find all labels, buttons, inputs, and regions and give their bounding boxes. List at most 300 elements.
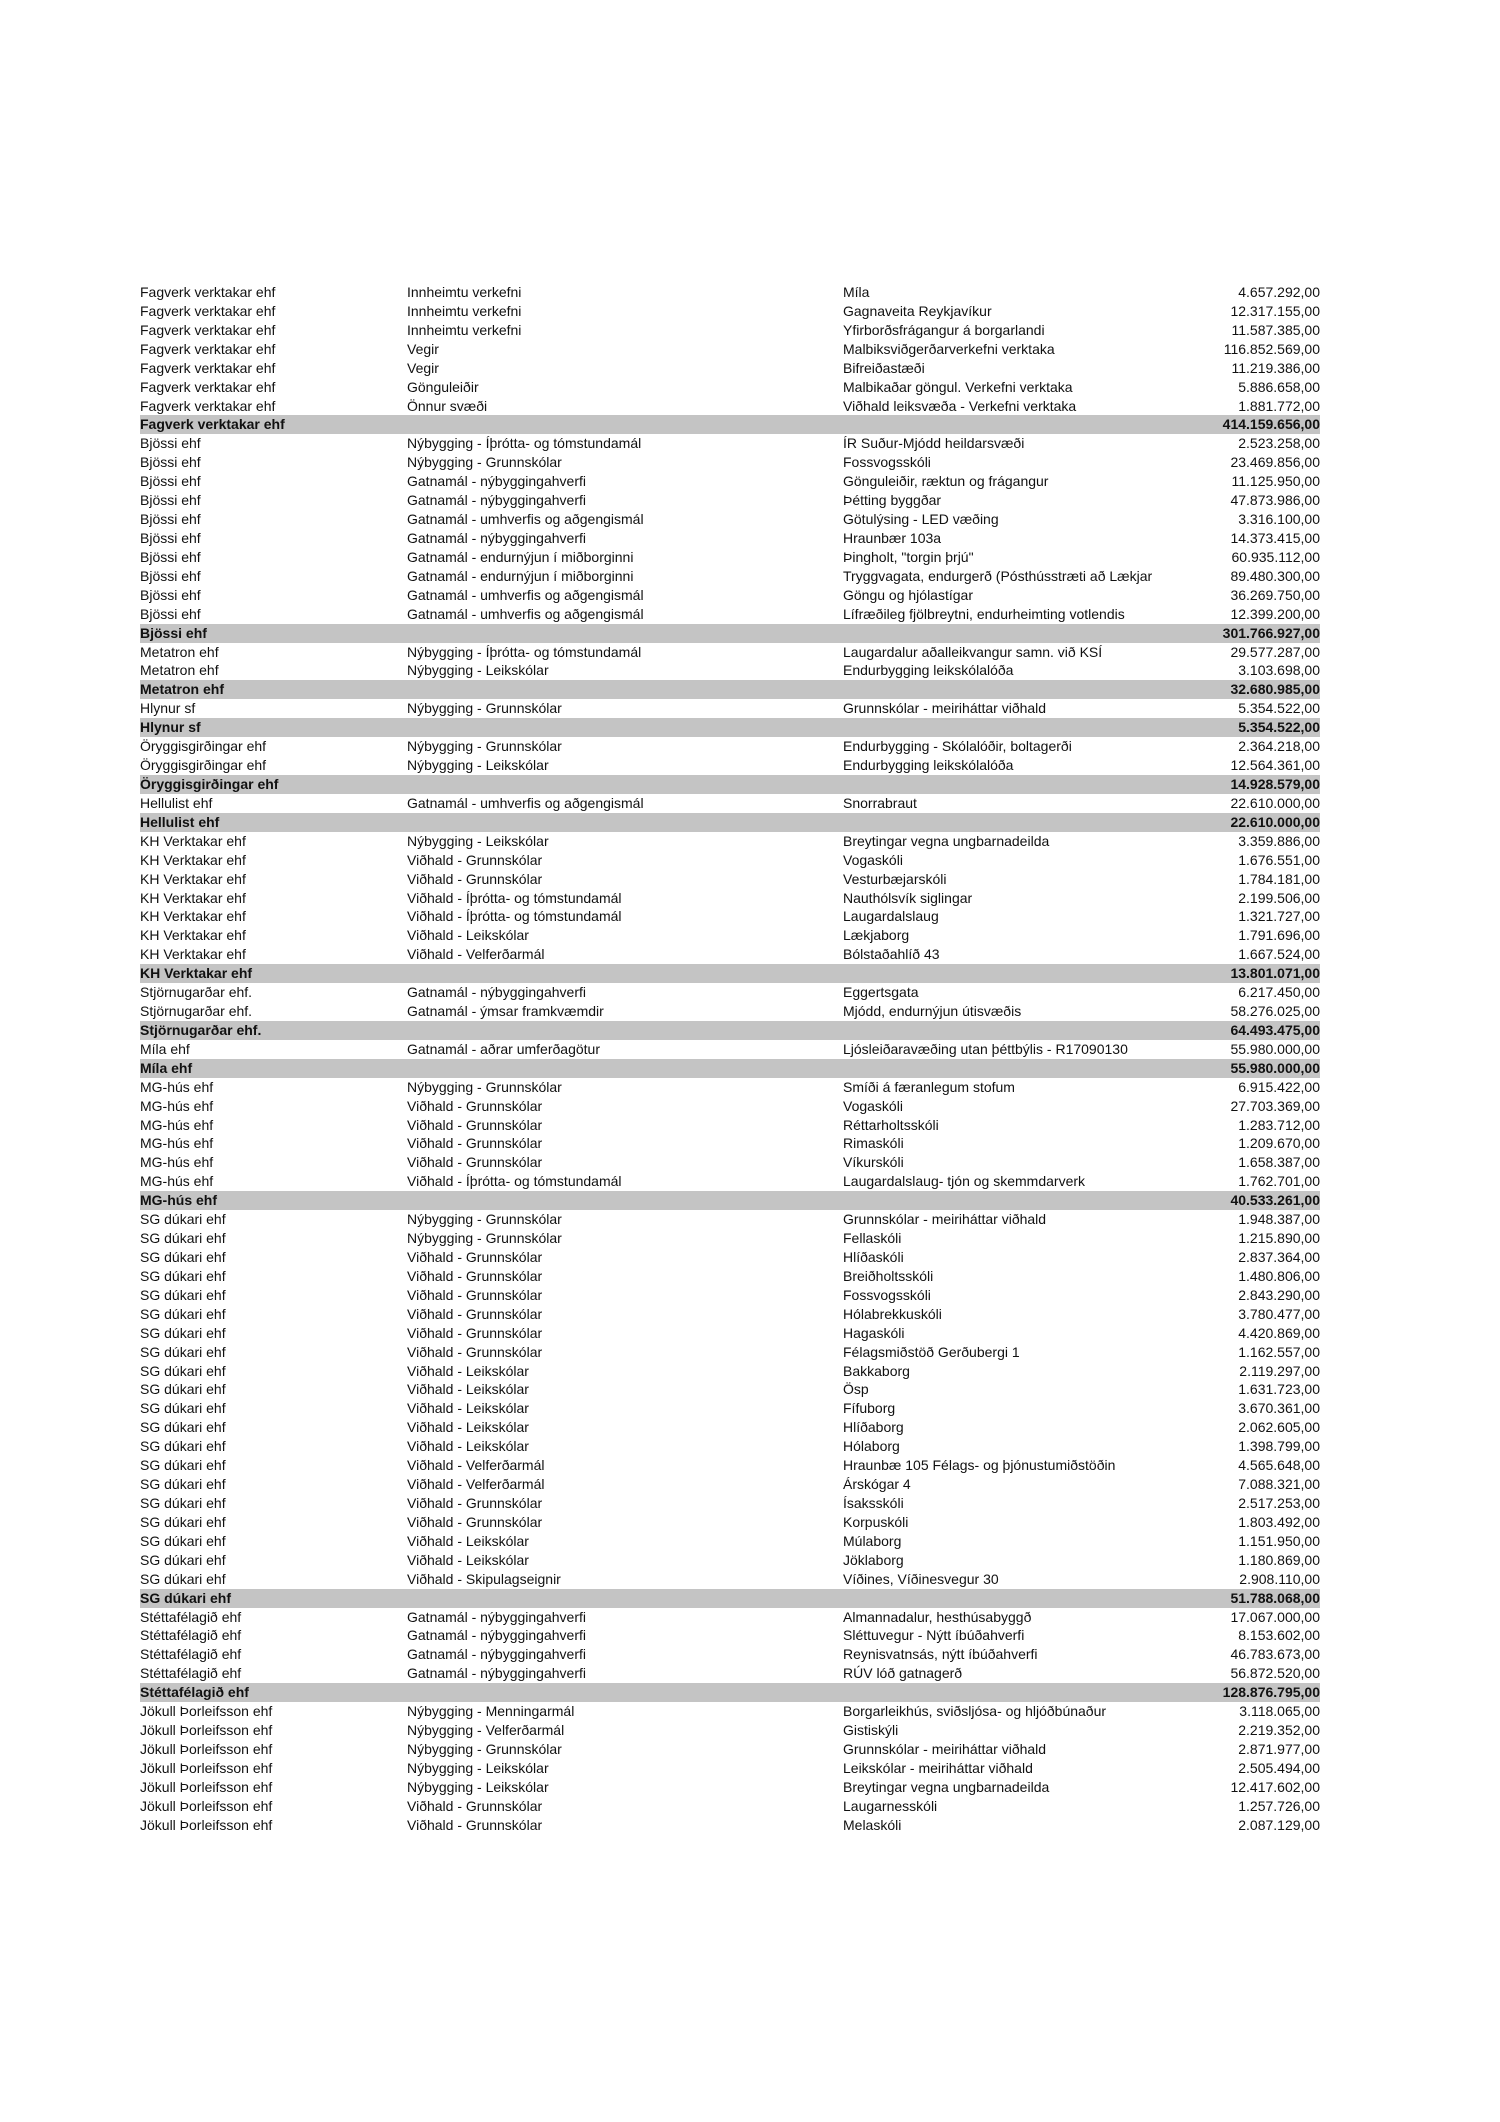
category-cell: Viðhald - Grunnskólar: [407, 1286, 543, 1303]
contractor-cell: Jökull Þorleifsson ehf: [140, 1740, 273, 1757]
contractor-cell: Míla ehf: [140, 1059, 193, 1076]
category-cell: Gatnamál - umhverfis og aðgengismál: [407, 794, 644, 811]
table-row: [140, 605, 1320, 624]
table-row: [140, 1721, 1320, 1740]
amount-cell: 2.087.129,00: [1238, 1816, 1320, 1833]
project-cell: Míla: [843, 284, 870, 300]
category-cell: Nýbygging - Velferðarmál: [407, 1722, 565, 1739]
table-row: [140, 491, 1320, 510]
contractor-cell: Fagverk verktakar ehf: [140, 284, 276, 300]
table-row: [140, 945, 1320, 964]
category-cell: Viðhald - Grunnskólar: [407, 1513, 543, 1530]
subtotal-row: [140, 415, 1320, 434]
table-row: [140, 699, 1320, 718]
category-cell: Gatnamál - umhverfis og aðgengismál: [407, 586, 644, 603]
table-row: [140, 1399, 1320, 1418]
category-cell: Viðhald - Leikskólar: [407, 927, 529, 944]
table-row: [140, 1494, 1320, 1513]
category-cell: Innheimtu verkefni: [407, 284, 522, 300]
subtotal-row: [140, 680, 1320, 699]
category-cell: Viðhald - Velferðarmál: [407, 1476, 545, 1493]
table-row: [140, 926, 1320, 945]
project-cell: Breytingar vegna ungbarnadeilda: [843, 832, 1050, 849]
table-row: [140, 832, 1320, 851]
project-cell: Laugardalslaug: [843, 908, 939, 925]
category-cell: Viðhald - Grunnskólar: [407, 1797, 543, 1814]
contractor-cell: Míla ehf: [140, 1040, 190, 1057]
project-cell: Reynisvatnsás, nýtt íbúðahverfi: [843, 1646, 1038, 1663]
amount-cell: 12.417.602,00: [1230, 1778, 1320, 1795]
table-row: [140, 1551, 1320, 1570]
table-row: [140, 378, 1320, 397]
project-cell: Gistiskýli: [843, 1722, 899, 1739]
table-row: [140, 1210, 1320, 1229]
table-row: [140, 1418, 1320, 1437]
table-row: [140, 756, 1320, 775]
amount-cell: 13.801.071,00: [1230, 965, 1320, 982]
project-cell: Vogaskóli: [843, 1097, 903, 1114]
amount-cell: 40.533.261,00: [1230, 1192, 1320, 1209]
contractor-cell: MG-hús ehf: [140, 1154, 214, 1171]
category-cell: Nýbygging - Grunnskólar: [407, 700, 562, 717]
project-cell: Grunnskólar - meiriháttar viðhald: [843, 1211, 1047, 1228]
amount-cell: 2.505.494,00: [1238, 1759, 1320, 1776]
contractor-cell: Metatron ehf: [140, 643, 219, 660]
contractor-cell: Stéttafélagið ehf: [140, 1627, 242, 1644]
project-cell: Bakkaborg: [843, 1362, 910, 1379]
category-cell: Viðhald - Leikskólar: [407, 1419, 529, 1436]
category-cell: Gatnamál - umhverfis og aðgengismál: [407, 511, 644, 528]
project-cell: Múlaborg: [843, 1532, 902, 1549]
amount-cell: 1.631.723,00: [1238, 1381, 1320, 1398]
category-cell: Viðhald - Grunnskólar: [407, 1154, 543, 1171]
table-row: [140, 1172, 1320, 1191]
contractor-cell: Fagverk verktakar ehf: [140, 378, 276, 395]
table-row: [140, 283, 1320, 302]
amount-cell: 2.517.253,00: [1238, 1495, 1320, 1511]
contractor-cell: KH Verktakar ehf: [140, 965, 253, 982]
amount-cell: 1.791.696,00: [1238, 927, 1320, 944]
amount-cell: 2.908.110,00: [1239, 1570, 1320, 1587]
contractor-cell: Bjössi ehf: [140, 624, 207, 641]
amount-cell: 12.564.361,00: [1230, 757, 1320, 774]
amount-cell: 89.480.300,00: [1230, 567, 1320, 584]
amount-cell: 14.928.579,00: [1230, 775, 1320, 792]
category-cell: Gatnamál - nýbyggingahverfi: [407, 473, 586, 490]
amount-cell: 3.103.698,00: [1238, 662, 1320, 679]
project-cell: Ljósleiðaravæðing utan þéttbýlis - R17090130: [843, 1040, 1128, 1057]
table-row: [140, 567, 1320, 586]
project-cell: Þétting byggðar: [843, 492, 942, 509]
amount-cell: 1.215.890,00: [1238, 1230, 1320, 1247]
project-cell: Bólstaðahlíð 43: [843, 946, 940, 963]
amount-cell: 1.948.387,00: [1238, 1211, 1320, 1228]
subtotal-row: [140, 964, 1320, 983]
amount-cell: 5.354.522,00: [1238, 719, 1320, 736]
category-cell: Gatnamál - nýbyggingahverfi: [407, 529, 586, 546]
project-cell: Ösp: [843, 1381, 869, 1398]
table-row: [140, 1097, 1320, 1116]
category-cell: Gatnamál - nýbyggingahverfi: [407, 1608, 586, 1625]
contractor-cell: SG dúkari ehf: [140, 1400, 226, 1417]
project-cell: Félagsmiðstöð Gerðubergi 1: [843, 1343, 1020, 1360]
table-row: [140, 397, 1320, 416]
category-cell: Viðhald - Grunnskólar: [407, 1816, 543, 1833]
amount-cell: 4.565.648,00: [1238, 1457, 1320, 1474]
category-cell: Viðhald - Grunnskólar: [407, 1267, 543, 1284]
table-row: [140, 1532, 1320, 1551]
project-cell: Fífuborg: [843, 1400, 896, 1417]
project-cell: Vogaskóli: [843, 851, 903, 868]
project-cell: Endurbygging leikskólalóða: [843, 662, 1014, 679]
category-cell: Vegir: [407, 359, 439, 376]
table-row: [140, 1456, 1320, 1475]
category-cell: Viðhald - Grunnskólar: [407, 870, 543, 887]
category-cell: Innheimtu verkefni: [407, 321, 522, 338]
project-cell: Eggertsgata: [843, 984, 919, 1001]
project-cell: Víkurskóli: [843, 1154, 904, 1171]
table-row: [140, 472, 1320, 491]
contractor-cell: Hellulist ehf: [140, 813, 220, 830]
contractor-cell: Bjössi ehf: [140, 586, 201, 603]
category-cell: Gatnamál - nýbyggingahverfi: [407, 1646, 586, 1663]
category-cell: Viðhald - Velferðarmál: [407, 1457, 545, 1474]
contractor-cell: Bjössi ehf: [140, 454, 201, 471]
subtotal-row: [140, 624, 1320, 643]
category-cell: Viðhald - Grunnskólar: [407, 1097, 543, 1114]
project-cell: Viðhald leiksvæða - Verkefni verktaka: [843, 397, 1077, 414]
project-cell: Almannadalur, hesthúsabyggð: [843, 1608, 1032, 1625]
table-row: [140, 870, 1320, 889]
contractor-cell: Hlynur sf: [140, 700, 196, 717]
amount-cell: 3.316.100,00: [1238, 511, 1320, 528]
table-row: [140, 1740, 1320, 1759]
table-row: [140, 1570, 1320, 1589]
table-row: [140, 1380, 1320, 1399]
contractor-cell: Stéttafélagið ehf: [140, 1646, 242, 1663]
category-cell: Viðhald - Grunnskólar: [407, 1116, 543, 1133]
project-cell: Nauthólsvík siglingar: [843, 889, 973, 906]
category-cell: Nýbygging - Grunnskólar: [407, 1211, 562, 1228]
amount-cell: 128.876.795,00: [1222, 1684, 1320, 1701]
project-cell: Gagnaveita Reykjavíkur: [843, 302, 992, 319]
contractor-cell: Fagverk verktakar ehf: [140, 340, 276, 357]
project-cell: Bifreiðastæði: [843, 359, 925, 376]
category-cell: Nýbygging - Íþrótta- og tómstundamál: [407, 643, 642, 660]
contractor-cell: Jökull Þorleifsson ehf: [140, 1759, 273, 1776]
table-row: [140, 1324, 1320, 1343]
table-row: [140, 1248, 1320, 1267]
amount-cell: 2.364.218,00: [1238, 738, 1320, 755]
contractor-cell: Hlynur sf: [140, 719, 201, 736]
amount-cell: 27.703.369,00: [1230, 1097, 1320, 1114]
contractor-cell: Stéttafélagið ehf: [140, 1684, 249, 1701]
subtotal-row: [140, 813, 1320, 832]
contractor-cell: SG dúkari ehf: [140, 1457, 226, 1474]
contractor-cell: Bjössi ehf: [140, 492, 201, 509]
category-cell: Viðhald - Skipulagseignir: [407, 1570, 561, 1587]
table-row: [140, 643, 1320, 662]
category-cell: Gatnamál - nýbyggingahverfi: [407, 1627, 586, 1644]
amount-cell: 1.784.181,00: [1238, 870, 1320, 887]
category-cell: Viðhald - Grunnskólar: [407, 851, 543, 868]
amount-cell: 2.119.297,00: [1239, 1362, 1320, 1379]
project-cell: Ísaksskóli: [843, 1495, 904, 1511]
category-cell: Viðhald - Grunnskólar: [407, 1343, 543, 1360]
contractor-cell: KH Verktakar ehf: [140, 927, 246, 944]
project-cell: Endurbygging - Skólalóðir, boltagerði: [843, 738, 1072, 755]
project-cell: Hólabrekkuskóli: [843, 1305, 942, 1322]
contractor-cell: MG-hús ehf: [140, 1097, 214, 1114]
category-cell: Gatnamál - nýbyggingahverfi: [407, 492, 586, 509]
subtotal-row: [140, 1683, 1320, 1702]
contractor-cell: Stjörnugarðar ehf.: [140, 1003, 253, 1020]
project-cell: Melaskóli: [843, 1816, 902, 1833]
table-row: [140, 661, 1320, 680]
amount-cell: 17.067.000,00: [1230, 1608, 1320, 1625]
contractor-cell: Metatron ehf: [140, 662, 219, 679]
category-cell: Viðhald - Grunnskólar: [407, 1135, 543, 1152]
subtotal-row: [140, 1059, 1320, 1078]
amount-cell: 2.199.506,00: [1238, 889, 1320, 906]
contractor-cell: Bjössi ehf: [140, 605, 201, 622]
contractor-cell: Jökull Þorleifsson ehf: [140, 1797, 273, 1814]
category-cell: Nýbygging - Grunnskólar: [407, 1740, 562, 1757]
contractor-cell: SG dúkari ehf: [140, 1305, 226, 1322]
table-row: [140, 1040, 1320, 1059]
project-cell: Götulýsing - LED væðing: [843, 511, 999, 528]
contractor-cell: KH Verktakar ehf: [140, 870, 246, 887]
amount-cell: 1.803.492,00: [1238, 1513, 1320, 1530]
amount-cell: 1.398.799,00: [1238, 1438, 1320, 1455]
amount-cell: 1.667.524,00: [1238, 946, 1320, 963]
amount-cell: 3.118.065,00: [1239, 1703, 1320, 1720]
table-row: [140, 1229, 1320, 1248]
table-row: [140, 1759, 1320, 1778]
category-cell: Nýbygging - Grunnskólar: [407, 1078, 562, 1095]
table-row: [140, 1078, 1320, 1097]
table-row: [140, 359, 1320, 378]
subtotal-row: [140, 1021, 1320, 1040]
contractor-cell: SG dúkari ehf: [140, 1513, 226, 1530]
category-cell: Gatnamál - endurnýjun í miðborginni: [407, 567, 634, 584]
amount-cell: 4.657.292,00: [1238, 284, 1320, 300]
table-row: [140, 1002, 1320, 1021]
table-row: [140, 1778, 1320, 1797]
table-row: [140, 889, 1320, 908]
contractor-cell: KH Verktakar ehf: [140, 908, 246, 925]
category-cell: Viðhald - Leikskólar: [407, 1438, 529, 1455]
category-cell: Gatnamál - nýbyggingahverfi: [407, 984, 586, 1001]
project-cell: Snorrabraut: [843, 794, 917, 811]
table-row: [140, 1134, 1320, 1153]
contractor-cell: Jökull Þorleifsson ehf: [140, 1703, 273, 1720]
table-row: [140, 1664, 1320, 1683]
table-row: [140, 1116, 1320, 1135]
table-row: [140, 1343, 1320, 1362]
category-cell: Nýbygging - Grunnskólar: [407, 738, 562, 755]
contractor-cell: SG dúkari ehf: [140, 1343, 226, 1360]
amount-cell: 3.359.886,00: [1238, 832, 1320, 849]
project-cell: Hagaskóli: [843, 1324, 905, 1341]
project-cell: Malbikaðar göngul. Verkefni verktaka: [843, 378, 1073, 395]
project-cell: Leikskólar - meiriháttar viðhald: [843, 1759, 1033, 1776]
contractor-cell: Öryggisgirðingar ehf: [140, 775, 279, 792]
contractor-cell: Bjössi ehf: [140, 511, 201, 528]
category-cell: Viðhald - Leikskólar: [407, 1400, 529, 1417]
table-row: [140, 851, 1320, 870]
contractor-cell: KH Verktakar ehf: [140, 851, 246, 868]
project-cell: Hraunbæ 105 Félags- og þjónustumiðstöðin: [843, 1457, 1116, 1474]
project-cell: Vesturbæjarskóli: [843, 870, 947, 887]
contractor-cell: Bjössi ehf: [140, 435, 201, 452]
project-cell: Malbiksviðgerðarverkefni verktaka: [843, 340, 1055, 357]
table-row: [140, 1702, 1320, 1721]
amount-cell: 47.873.986,00: [1230, 492, 1320, 509]
amount-cell: 5.886.658,00: [1238, 378, 1320, 395]
amount-cell: 12.399.200,00: [1230, 605, 1320, 622]
table-row: [140, 1626, 1320, 1645]
amount-cell: 7.088.321,00: [1238, 1476, 1320, 1493]
amount-cell: 22.610.000,00: [1230, 813, 1320, 830]
subtotal-row: [140, 775, 1320, 794]
project-cell: Rimaskóli: [843, 1135, 904, 1152]
subtotal-row: [140, 1589, 1320, 1608]
project-cell: Sléttuvegur - Nýtt íbúðahverfi: [843, 1627, 1025, 1644]
amount-cell: 29.577.287,00: [1230, 643, 1320, 660]
contractor-cell: SG dúkari ehf: [140, 1495, 226, 1511]
category-cell: Nýbygging - Leikskólar: [407, 662, 549, 679]
amount-cell: 55.980.000,00: [1230, 1040, 1320, 1057]
category-cell: Nýbygging - Leikskólar: [407, 1778, 549, 1795]
amount-cell: 22.610.000,00: [1230, 794, 1320, 811]
subtotal-row: [140, 718, 1320, 737]
contractor-cell: SG dúkari ehf: [140, 1551, 226, 1568]
contractor-cell: SG dúkari ehf: [140, 1230, 226, 1247]
amount-cell: 2.837.364,00: [1238, 1249, 1320, 1266]
contractor-cell: Fagverk verktakar ehf: [140, 359, 276, 376]
contractor-cell: Stéttafélagið ehf: [140, 1608, 242, 1625]
amount-cell: 46.783.673,00: [1230, 1646, 1320, 1663]
table-row: [140, 1816, 1320, 1835]
project-cell: Laugarnesskóli: [843, 1797, 938, 1814]
contractor-cell: MG-hús ehf: [140, 1192, 217, 1209]
category-cell: Viðhald - Velferðarmál: [407, 946, 545, 963]
contractor-cell: SG dúkari ehf: [140, 1249, 226, 1266]
amount-cell: 2.523.258,00: [1238, 435, 1320, 452]
category-cell: Viðhald - Leikskólar: [407, 1381, 529, 1398]
project-cell: Þingholt, "torgin þrjú": [843, 548, 974, 565]
contractor-cell: Öryggisgirðingar ehf: [140, 738, 267, 755]
project-cell: Fossvogsskóli: [843, 1286, 931, 1303]
category-cell: Nýbygging - Grunnskólar: [407, 1230, 562, 1247]
category-cell: Viðhald - Leikskólar: [407, 1551, 529, 1568]
table-row: [140, 340, 1320, 359]
amount-cell: 4.420.869,00: [1238, 1324, 1320, 1341]
category-cell: Innheimtu verkefni: [407, 302, 522, 319]
amount-cell: 6.915.422,00: [1238, 1078, 1320, 1095]
table-row: [140, 794, 1320, 813]
project-cell: Fossvogsskóli: [843, 454, 931, 471]
amount-cell: 23.469.856,00: [1230, 454, 1320, 471]
project-cell: Hólaborg: [843, 1438, 900, 1455]
table-row: [140, 434, 1320, 453]
project-cell: Laugardalslaug- tjón og skemmdarverk: [843, 1173, 1086, 1190]
table-row: [140, 453, 1320, 472]
contractor-cell: Jökull Þorleifsson ehf: [140, 1778, 273, 1795]
amount-cell: 2.219.352,00: [1238, 1722, 1320, 1739]
amount-cell: 1.257.726,00: [1238, 1797, 1320, 1814]
project-cell: Hlíðaskóli: [843, 1249, 904, 1266]
contractor-cell: KH Verktakar ehf: [140, 946, 246, 963]
table-row: [140, 1513, 1320, 1532]
amount-cell: 11.587.385,00: [1231, 321, 1320, 338]
contractor-cell: Bjössi ehf: [140, 567, 201, 584]
project-cell: Yfirborðsfrágangur á borgarlandi: [843, 321, 1045, 338]
contractor-cell: KH Verktakar ehf: [140, 889, 246, 906]
amount-cell: 51.788.068,00: [1230, 1589, 1320, 1606]
project-cell: Breytingar vegna ungbarnadeilda: [843, 1778, 1050, 1795]
amount-cell: 36.269.750,00: [1230, 586, 1320, 603]
contractor-cell: Stéttafélagið ehf: [140, 1665, 242, 1682]
contractor-cell: Hellulist ehf: [140, 794, 213, 811]
project-cell: Borgarleikhús, sviðsljósa- og hljóðbúnaður: [843, 1703, 1107, 1720]
category-cell: Nýbygging - Menningarmál: [407, 1703, 575, 1720]
contractor-cell: SG dúkari ehf: [140, 1362, 226, 1379]
project-cell: Víðines, Víðinesvegur 30: [843, 1570, 999, 1587]
project-cell: Breiðholtsskóli: [843, 1267, 934, 1284]
project-cell: Gönguleiðir, ræktun og frágangur: [843, 473, 1049, 490]
amount-cell: 1.676.551,00: [1238, 851, 1320, 868]
category-cell: Viðhald - Grunnskólar: [407, 1495, 543, 1511]
contractor-cell: MG-hús ehf: [140, 1078, 214, 1095]
table-row: [140, 1286, 1320, 1305]
amount-cell: 1.209.670,00: [1238, 1135, 1320, 1152]
category-cell: Önnur svæði: [407, 397, 488, 414]
amount-cell: 1.283.712,00: [1238, 1116, 1320, 1133]
table-row: [140, 907, 1320, 926]
contractor-cell: SG dúkari ehf: [140, 1211, 226, 1228]
category-cell: Viðhald - Íþrótta- og tómstundamál: [407, 1173, 622, 1190]
amount-cell: 3.670.361,00: [1238, 1400, 1320, 1417]
contractor-cell: Stjörnugarðar ehf.: [140, 1021, 262, 1038]
table-row: [140, 1305, 1320, 1324]
amount-cell: 5.354.522,00: [1238, 700, 1320, 717]
contractor-cell: SG dúkari ehf: [140, 1589, 232, 1606]
amount-cell: 11.125.950,00: [1231, 473, 1320, 490]
table-row: [140, 529, 1320, 548]
project-cell: Grunnskólar - meiriháttar viðhald: [843, 700, 1047, 717]
subtotal-row: [140, 1191, 1320, 1210]
project-cell: Korpuskóli: [843, 1513, 909, 1530]
project-cell: Tryggvagata, endurgerð (Pósthússtræti að Lækjar: [843, 567, 1153, 584]
contractor-cell: SG dúkari ehf: [140, 1286, 226, 1303]
amount-cell: 1.480.806,00: [1238, 1267, 1320, 1284]
table-row: [140, 1475, 1320, 1494]
project-cell: Jöklaborg: [843, 1551, 904, 1568]
category-cell: Gatnamál - endurnýjun í miðborginni: [407, 548, 634, 565]
amount-cell: 32.680.985,00: [1230, 681, 1320, 698]
contractor-cell: MG-hús ehf: [140, 1135, 214, 1152]
category-cell: Gatnamál - aðrar umferðagötur: [407, 1040, 600, 1057]
amount-cell: 3.780.477,00: [1238, 1305, 1320, 1322]
amount-cell: 1.762.701,00: [1238, 1173, 1320, 1190]
table-row: [140, 321, 1320, 340]
project-cell: Endurbygging leikskólalóða: [843, 757, 1014, 774]
contractor-cell: Bjössi ehf: [140, 548, 201, 565]
amount-cell: 2.871.977,00: [1238, 1740, 1320, 1757]
amount-cell: 58.276.025,00: [1230, 1003, 1320, 1020]
